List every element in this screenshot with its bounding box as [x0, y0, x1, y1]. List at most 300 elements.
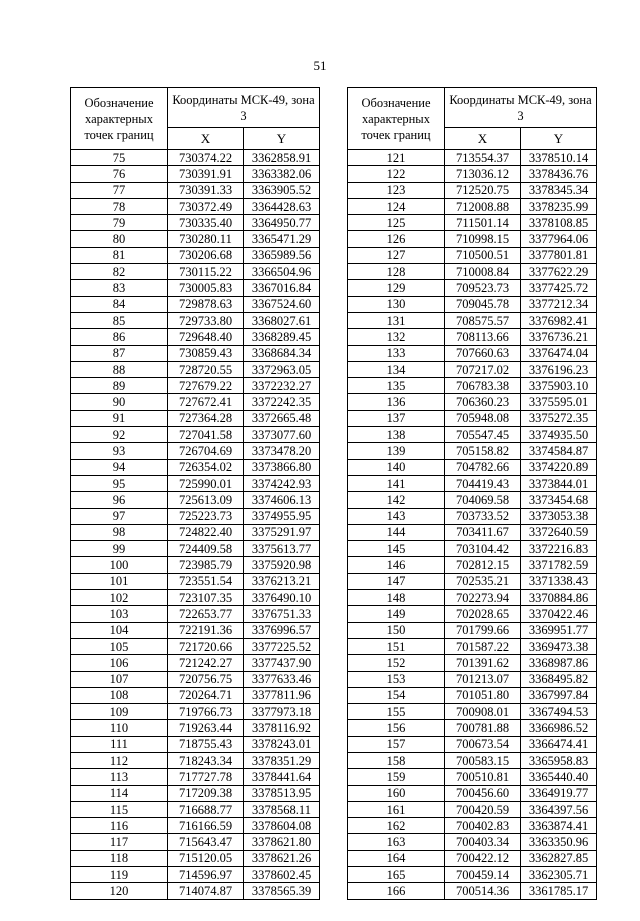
cell-point-number: 96 — [71, 492, 168, 508]
table-row — [71, 752, 320, 768]
cell-point-number: 83 — [71, 280, 168, 296]
cell-y: 3362827.85 — [521, 850, 597, 866]
table-row — [348, 492, 597, 508]
cell-y: 3374606.13 — [244, 492, 320, 508]
cell-point-number: 92 — [71, 427, 168, 443]
cell-point-number: 76 — [71, 166, 168, 182]
cell-y: 3376490.10 — [244, 590, 320, 606]
cell-y: 3363350.96 — [521, 834, 597, 850]
table-row — [71, 867, 320, 883]
cell-point-number: 159 — [348, 769, 445, 785]
table-row — [348, 736, 597, 752]
table-row — [71, 671, 320, 687]
table-row — [71, 459, 320, 475]
cell-point-number: 112 — [71, 752, 168, 768]
cell-x: 712008.88 — [445, 198, 521, 214]
cell-x: 730374.22 — [168, 150, 244, 166]
cell-x: 708113.66 — [445, 329, 521, 345]
table-row — [348, 231, 597, 247]
cell-point-number: 103 — [71, 606, 168, 622]
cell-point-number: 114 — [71, 785, 168, 801]
table-row — [71, 736, 320, 752]
table-row — [71, 883, 320, 899]
cell-point-number: 120 — [71, 883, 168, 899]
cell-point-number: 130 — [348, 296, 445, 312]
table-row — [348, 557, 597, 573]
cell-x: 729648.40 — [168, 329, 244, 345]
table-row — [348, 541, 597, 557]
table-row — [71, 198, 320, 214]
header-coordinates: Координаты МСК-49, зона 3 — [168, 88, 320, 128]
cell-x: 719263.44 — [168, 720, 244, 736]
cell-point-number: 164 — [348, 850, 445, 866]
table-row — [348, 280, 597, 296]
table-row — [348, 198, 597, 214]
cell-y: 3377425.72 — [521, 280, 597, 296]
cell-y: 3376736.21 — [521, 329, 597, 345]
cell-point-number: 85 — [71, 312, 168, 328]
table-row — [348, 785, 597, 801]
header-coordinates: Координаты МСК-49, зона 3 — [445, 88, 597, 128]
cell-y: 3373454.68 — [521, 492, 597, 508]
cell-y: 3375613.77 — [244, 541, 320, 557]
cell-point-number: 82 — [71, 264, 168, 280]
cell-y: 3377973.18 — [244, 704, 320, 720]
cell-x: 724409.58 — [168, 541, 244, 557]
cell-point-number: 145 — [348, 541, 445, 557]
cell-point-number: 90 — [71, 394, 168, 410]
cell-x: 718243.34 — [168, 752, 244, 768]
header-y: Y — [244, 128, 320, 150]
cell-x: 700459.14 — [445, 867, 521, 883]
cell-x: 707217.02 — [445, 361, 521, 377]
cell-point-number: 91 — [71, 410, 168, 426]
table-row — [71, 606, 320, 622]
cell-x: 730115.22 — [168, 264, 244, 280]
cell-y: 3370422.46 — [521, 606, 597, 622]
cell-point-number: 157 — [348, 736, 445, 752]
cell-x: 723985.79 — [168, 557, 244, 573]
cell-point-number: 97 — [71, 508, 168, 524]
cell-x: 714596.97 — [168, 867, 244, 883]
table-row — [71, 394, 320, 410]
cell-y: 3373053.38 — [521, 508, 597, 524]
cell-x: 700456.60 — [445, 785, 521, 801]
cell-x: 725223.73 — [168, 508, 244, 524]
table-row — [348, 247, 597, 263]
cell-y: 3376213.21 — [244, 573, 320, 589]
cell-point-number: 125 — [348, 215, 445, 231]
cell-point-number: 127 — [348, 247, 445, 263]
cell-point-number: 77 — [71, 182, 168, 198]
cell-x: 730391.33 — [168, 182, 244, 198]
cell-point-number: 160 — [348, 785, 445, 801]
cell-point-number: 100 — [71, 557, 168, 573]
cell-point-number: 117 — [71, 834, 168, 850]
cell-point-number: 155 — [348, 704, 445, 720]
cell-x: 729733.80 — [168, 312, 244, 328]
table-row — [348, 752, 597, 768]
cell-x: 706360.23 — [445, 394, 521, 410]
cell-y: 3378108.85 — [521, 215, 597, 231]
cell-point-number: 126 — [348, 231, 445, 247]
cell-y: 3362305.71 — [521, 867, 597, 883]
table-row — [71, 573, 320, 589]
cell-point-number: 161 — [348, 801, 445, 817]
cell-point-number: 121 — [348, 150, 445, 166]
cell-point-number: 132 — [348, 329, 445, 345]
table-row — [71, 182, 320, 198]
cell-x: 701391.62 — [445, 655, 521, 671]
cell-point-number: 138 — [348, 427, 445, 443]
table-row — [71, 850, 320, 866]
cell-y: 3378351.29 — [244, 752, 320, 768]
cell-x: 715120.05 — [168, 850, 244, 866]
cell-point-number: 80 — [71, 231, 168, 247]
cell-y: 3375291.97 — [244, 524, 320, 540]
table-row — [71, 312, 320, 328]
cell-y: 3364950.77 — [244, 215, 320, 231]
table-row — [71, 834, 320, 850]
cell-point-number: 98 — [71, 524, 168, 540]
cell-point-number: 122 — [348, 166, 445, 182]
table-row — [71, 557, 320, 573]
table-row — [348, 655, 597, 671]
table-row — [348, 264, 597, 280]
cell-y: 3371782.59 — [521, 557, 597, 573]
table-row — [71, 231, 320, 247]
cell-y: 3367997.84 — [521, 687, 597, 703]
cell-point-number: 115 — [71, 801, 168, 817]
cell-x: 705948.08 — [445, 410, 521, 426]
table-row — [71, 264, 320, 280]
table-row — [71, 166, 320, 182]
table-row — [348, 508, 597, 524]
cell-point-number: 111 — [71, 736, 168, 752]
cell-point-number: 147 — [348, 573, 445, 589]
cell-x: 710008.84 — [445, 264, 521, 280]
cell-point-number: 142 — [348, 492, 445, 508]
cell-y: 3377811.96 — [244, 687, 320, 703]
cell-y: 3378235.99 — [521, 198, 597, 214]
cell-point-number: 110 — [71, 720, 168, 736]
cell-x: 719766.73 — [168, 704, 244, 720]
cell-x: 730391.91 — [168, 166, 244, 182]
cell-x: 721242.27 — [168, 655, 244, 671]
cell-x: 706783.38 — [445, 378, 521, 394]
cell-x: 700673.54 — [445, 736, 521, 752]
cell-x: 700510.81 — [445, 769, 521, 785]
cell-y: 3375272.35 — [521, 410, 597, 426]
cell-y: 3378565.39 — [244, 883, 320, 899]
table-row — [348, 606, 597, 622]
cell-y: 3372232.27 — [244, 378, 320, 394]
table-row — [71, 427, 320, 443]
cell-y: 3376751.33 — [244, 606, 320, 622]
cell-point-number: 143 — [348, 508, 445, 524]
table-row — [348, 378, 597, 394]
cell-y: 3368987.86 — [521, 655, 597, 671]
cell-y: 3376474.04 — [521, 345, 597, 361]
cell-y: 3371338.43 — [521, 573, 597, 589]
cell-y: 3365471.29 — [244, 231, 320, 247]
cell-point-number: 84 — [71, 296, 168, 312]
cell-y: 3376996.57 — [244, 622, 320, 638]
table-row — [71, 492, 320, 508]
cell-y: 3363874.41 — [521, 818, 597, 834]
cell-point-number: 81 — [71, 247, 168, 263]
cell-x: 727041.58 — [168, 427, 244, 443]
cell-y: 3378436.76 — [521, 166, 597, 182]
table-row — [71, 704, 320, 720]
cell-point-number: 148 — [348, 590, 445, 606]
cell-x: 705547.45 — [445, 427, 521, 443]
cell-x: 701213.07 — [445, 671, 521, 687]
cell-y: 3377622.29 — [521, 264, 597, 280]
table-row — [71, 150, 320, 166]
table-row — [348, 182, 597, 198]
cell-y: 3372665.48 — [244, 410, 320, 426]
cell-x: 721720.66 — [168, 638, 244, 654]
cell-x: 714074.87 — [168, 883, 244, 899]
table-row — [71, 361, 320, 377]
cell-point-number: 140 — [348, 459, 445, 475]
table-row — [71, 638, 320, 654]
cell-y: 3367016.84 — [244, 280, 320, 296]
cell-x: 704782.66 — [445, 459, 521, 475]
cell-point-number: 137 — [348, 410, 445, 426]
cell-x: 724822.40 — [168, 524, 244, 540]
cell-x: 702028.65 — [445, 606, 521, 622]
cell-x: 718755.43 — [168, 736, 244, 752]
cell-point-number: 116 — [71, 818, 168, 834]
cell-y: 3373866.80 — [244, 459, 320, 475]
cell-x: 727679.22 — [168, 378, 244, 394]
cell-y: 3374242.93 — [244, 475, 320, 491]
cell-x: 716166.59 — [168, 818, 244, 834]
table-row — [71, 720, 320, 736]
cell-point-number: 144 — [348, 524, 445, 540]
cell-point-number: 119 — [71, 867, 168, 883]
table-row — [71, 622, 320, 638]
cell-x: 700781.88 — [445, 720, 521, 736]
cell-y: 3378441.64 — [244, 769, 320, 785]
cell-x: 709523.73 — [445, 280, 521, 296]
table-row — [348, 394, 597, 410]
cell-x: 727672.41 — [168, 394, 244, 410]
cell-x: 717209.38 — [168, 785, 244, 801]
table-row — [348, 459, 597, 475]
table-row — [71, 818, 320, 834]
cell-x: 700514.36 — [445, 883, 521, 899]
cell-y: 3374935.50 — [521, 427, 597, 443]
table-row — [71, 443, 320, 459]
table-row — [348, 883, 597, 899]
cell-x: 712520.75 — [445, 182, 521, 198]
header-y: Y — [521, 128, 597, 150]
table-row — [348, 361, 597, 377]
cell-point-number: 131 — [348, 312, 445, 328]
table-row — [348, 769, 597, 785]
cell-point-number: 150 — [348, 622, 445, 638]
cell-x: 713554.37 — [445, 150, 521, 166]
cell-point-number: 129 — [348, 280, 445, 296]
cell-y: 3375920.98 — [244, 557, 320, 573]
cell-y: 3372242.35 — [244, 394, 320, 410]
cell-point-number: 89 — [71, 378, 168, 394]
cell-x: 730206.68 — [168, 247, 244, 263]
cell-y: 3377437.90 — [244, 655, 320, 671]
cell-x: 702273.94 — [445, 590, 521, 606]
cell-y: 3369473.38 — [521, 638, 597, 654]
cell-x: 702812.15 — [445, 557, 521, 573]
cell-y: 3372963.05 — [244, 361, 320, 377]
cell-y: 3378568.11 — [244, 801, 320, 817]
cell-point-number: 128 — [348, 264, 445, 280]
cell-point-number: 133 — [348, 345, 445, 361]
table-row — [71, 769, 320, 785]
cell-x: 727364.28 — [168, 410, 244, 426]
cell-point-number: 95 — [71, 475, 168, 491]
table-row — [71, 296, 320, 312]
table-row — [71, 345, 320, 361]
cell-y: 3368027.61 — [244, 312, 320, 328]
table-row — [348, 150, 597, 166]
cell-x: 713036.12 — [445, 166, 521, 182]
table-row — [348, 867, 597, 883]
cell-x: 726704.69 — [168, 443, 244, 459]
cell-point-number: 106 — [71, 655, 168, 671]
cell-x: 700402.83 — [445, 818, 521, 834]
cell-y: 3376982.41 — [521, 312, 597, 328]
cell-point-number: 108 — [71, 687, 168, 703]
cell-y: 3370884.86 — [521, 590, 597, 606]
table-row — [348, 166, 597, 182]
header-point-name: Обозначение характерных точек границ — [71, 88, 168, 150]
cell-point-number: 154 — [348, 687, 445, 703]
cell-point-number: 123 — [348, 182, 445, 198]
cell-x: 700583.15 — [445, 752, 521, 768]
cell-y: 3364428.63 — [244, 198, 320, 214]
cell-y: 3362858.91 — [244, 150, 320, 166]
cell-point-number: 158 — [348, 752, 445, 768]
table-row — [71, 524, 320, 540]
cell-y: 3374955.95 — [244, 508, 320, 524]
cell-y: 3377633.46 — [244, 671, 320, 687]
table-body-left — [71, 150, 320, 900]
cell-y: 3377964.06 — [521, 231, 597, 247]
cell-x: 730859.43 — [168, 345, 244, 361]
table-row — [348, 720, 597, 736]
cell-y: 3365958.83 — [521, 752, 597, 768]
table-row — [71, 475, 320, 491]
cell-x: 722191.36 — [168, 622, 244, 638]
cell-y: 3365440.40 — [521, 769, 597, 785]
table-row — [348, 443, 597, 459]
cell-point-number: 136 — [348, 394, 445, 410]
table-row — [348, 573, 597, 589]
cell-y: 3366474.41 — [521, 736, 597, 752]
table-row — [348, 850, 597, 866]
cell-x: 725990.01 — [168, 475, 244, 491]
cell-x: 720756.75 — [168, 671, 244, 687]
cell-point-number: 99 — [71, 541, 168, 557]
cell-y: 3363382.06 — [244, 166, 320, 182]
table-row — [348, 687, 597, 703]
table-row — [71, 280, 320, 296]
table-row — [71, 541, 320, 557]
cell-x: 700422.12 — [445, 850, 521, 866]
cell-y: 3378513.95 — [244, 785, 320, 801]
cell-point-number: 102 — [71, 590, 168, 606]
table-row — [348, 345, 597, 361]
table-row — [71, 378, 320, 394]
table-row — [348, 524, 597, 540]
cell-point-number: 134 — [348, 361, 445, 377]
cell-x: 722653.77 — [168, 606, 244, 622]
coordinates-table-left — [70, 87, 320, 900]
cell-point-number: 79 — [71, 215, 168, 231]
header-x: X — [168, 128, 244, 150]
cell-point-number: 151 — [348, 638, 445, 654]
cell-y: 3375903.10 — [521, 378, 597, 394]
cell-y: 3378510.14 — [521, 150, 597, 166]
cell-y: 3364397.56 — [521, 801, 597, 817]
table-row — [348, 410, 597, 426]
table-row — [348, 590, 597, 606]
cell-y: 3378621.80 — [244, 834, 320, 850]
cell-y: 3373844.01 — [521, 475, 597, 491]
header-x: X — [445, 128, 521, 150]
cell-y: 3375595.01 — [521, 394, 597, 410]
table-row — [71, 801, 320, 817]
cell-point-number: 78 — [71, 198, 168, 214]
cell-x: 716688.77 — [168, 801, 244, 817]
cell-point-number: 109 — [71, 704, 168, 720]
table-row — [71, 329, 320, 345]
cell-y: 3364919.77 — [521, 785, 597, 801]
cell-y: 3377212.34 — [521, 296, 597, 312]
cell-x: 729878.63 — [168, 296, 244, 312]
cell-y: 3376196.23 — [521, 361, 597, 377]
cell-y: 3373077.60 — [244, 427, 320, 443]
cell-y: 3369951.77 — [521, 622, 597, 638]
cell-x: 702535.21 — [445, 573, 521, 589]
cell-y: 3378602.45 — [244, 867, 320, 883]
cell-x: 711501.14 — [445, 215, 521, 231]
page-number: 51 — [313, 58, 327, 73]
table-row — [348, 329, 597, 345]
table-row — [71, 687, 320, 703]
table-body-right — [348, 150, 597, 900]
table-row — [348, 801, 597, 817]
cell-y: 3378116.92 — [244, 720, 320, 736]
cell-x: 720264.71 — [168, 687, 244, 703]
cell-y: 3367494.53 — [521, 704, 597, 720]
cell-point-number: 124 — [348, 198, 445, 214]
cell-x: 704069.58 — [445, 492, 521, 508]
cell-y: 3366504.96 — [244, 264, 320, 280]
cell-point-number: 101 — [71, 573, 168, 589]
table-row — [348, 296, 597, 312]
table-row — [348, 475, 597, 491]
cell-y: 3368289.45 — [244, 329, 320, 345]
cell-point-number: 141 — [348, 475, 445, 491]
cell-y: 3378345.34 — [521, 182, 597, 198]
cell-x: 701587.22 — [445, 638, 521, 654]
cell-point-number: 146 — [348, 557, 445, 573]
table-row — [71, 655, 320, 671]
